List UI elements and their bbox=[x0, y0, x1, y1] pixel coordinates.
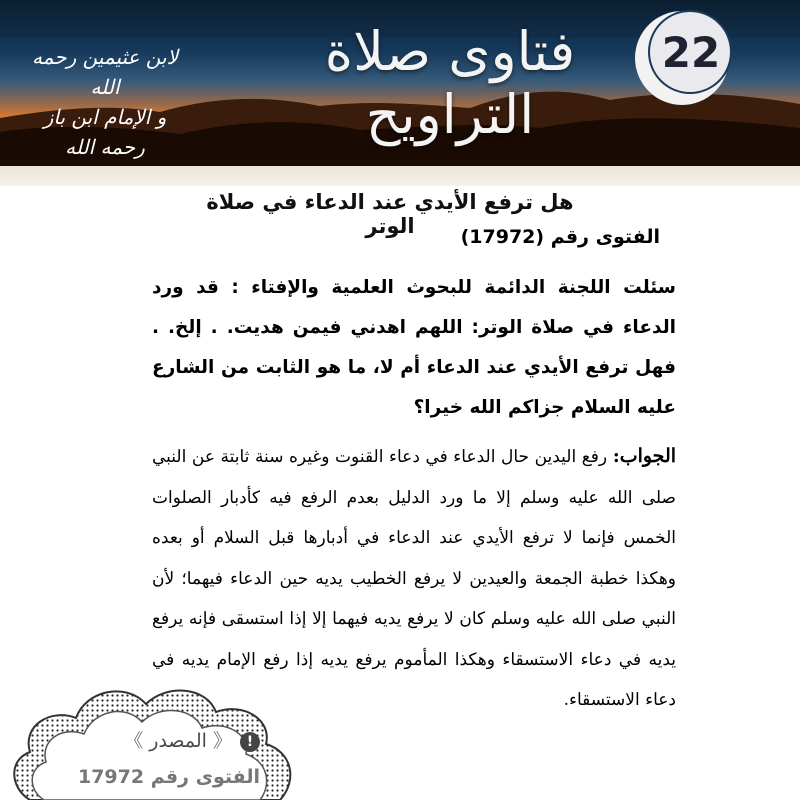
source-title bbox=[70, 726, 260, 753]
source-title-text: 《 المصدر 》 bbox=[124, 730, 232, 752]
answer-label: الجواب: bbox=[612, 445, 677, 467]
signature-line-1: لابن عثيمين رحمه الله bbox=[31, 45, 179, 99]
fatwa-title: هل ترفع الأيدي عند الدعاء في صلاة الوتر bbox=[206, 190, 574, 238]
fatwa-question: سئلت اللجنة الدائمة للبحوث العلمية والإفتاء : قد ورد الدعاء في صلاة الوتر: اللهم اهدني فيمن هديت. . إلخ. . فهل ترفع الأيدي عند الدعاء أم لا، ما هو الثابت من الشارع عليه السلام جزاكم الله خيرا؟ bbox=[152, 277, 676, 418]
fatwa-number: الفتوى رقم (17972) bbox=[460, 226, 660, 248]
banner-title: فتاوى صلاة التراويح bbox=[324, 20, 576, 146]
answer-text: رفع اليدين حال الدعاء في دعاء القنوت وغيره سنة ثابتة عن النبي صلى الله عليه وسلم إلا ما ورد الدليل بعدم الرفع فيه كأدبار الصلوات الخمس فإنما لا ترفع الأيدي عند الدعاء في أدبارها قبل السلام أو بعده وهكذا خطبة الجمعة والعيدين لا يرفع الخطيب يديه حين الدعاء فيهما؛ لأن النبي صلى الله عليه وسلم كان لا يرفع يديه فيهما إلا إذا استسقى فإنه يرفع يديه في دعاء الاستسقاء وهكذا المأموم يرفع يديه إذا رفع الإمام يديه في دعاء الاستسقاء. bbox=[152, 447, 676, 710]
exclamation-icon: ! bbox=[240, 732, 260, 752]
header-band bbox=[0, 166, 800, 186]
signature-line-2: و الإمام ابن باز رحمه الله bbox=[43, 105, 167, 159]
header-banner bbox=[0, 0, 800, 168]
signature bbox=[20, 42, 190, 162]
source-fatwa-number: الفتوى رقم 17972 bbox=[77, 766, 260, 788]
episode-number: 22 bbox=[661, 28, 721, 77]
